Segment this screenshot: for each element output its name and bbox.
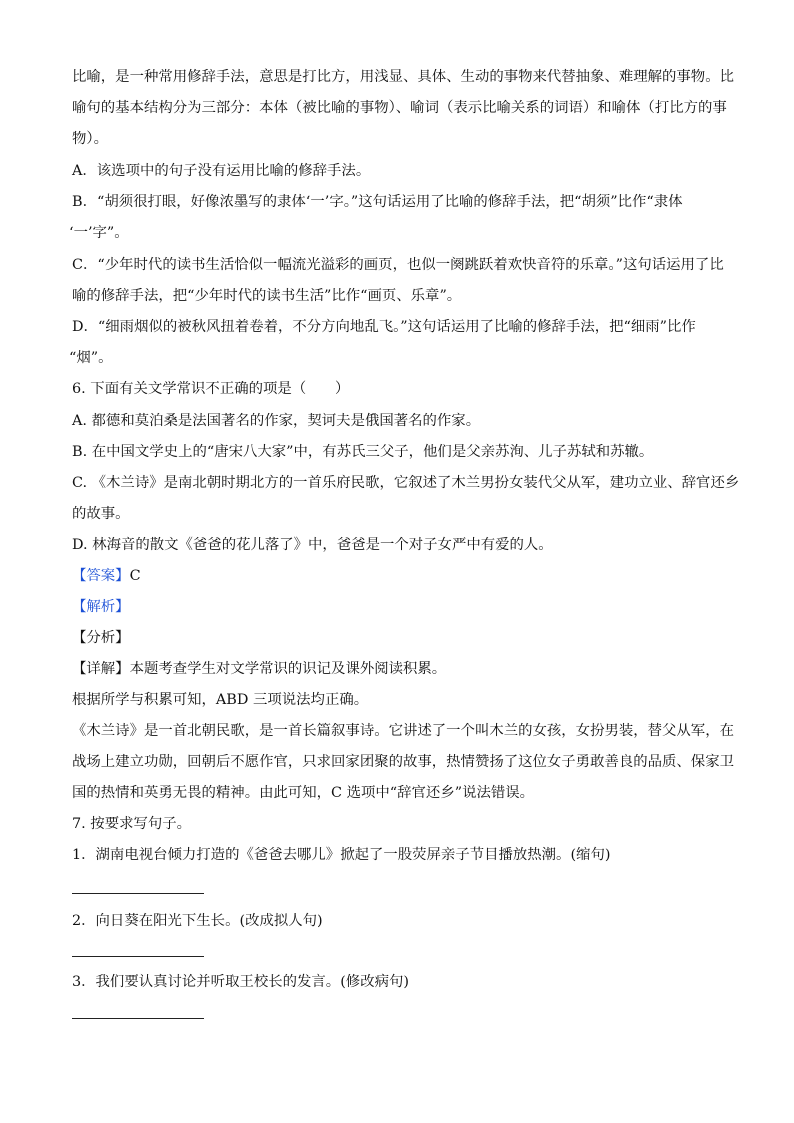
- option-d-explanation: D．“细雨烟似的被秋风扭着卷着，不分方向地乱飞。”这句话运用了比喻的修辞手法，把“细雨”比作: [72, 319, 696, 335]
- answer-blank[interactable]: [72, 893, 204, 894]
- question-7-item-2: 2．向日葵在阳光下生长。(改成拟人句): [72, 913, 323, 929]
- option-a-explanation: A．该选项中的句子没有运用比喻的修辞手法。: [72, 163, 371, 179]
- question-7-stem: 7. 按要求写句子。: [72, 816, 192, 832]
- text-line: ‘一’字”。: [69, 225, 129, 241]
- text-line: 比喻，是一种常用修辞手法，意思是打比方，用浅显、具体、生动的事物来代替抽象、难理解的事物。比: [72, 69, 734, 85]
- question-6-option-c: C. 《木兰诗》是南北朝时期北方的一首乐府民歌，它叙述了木兰男扮女装代父从军，建功立业、辞官还乡: [72, 475, 740, 491]
- text-line: 国的热情和英勇无畏的精神。由此可知，C 选项中“辞官还乡”说法错误。: [72, 785, 535, 801]
- option-b-explanation: B．“胡须很打眼，好像浓墨写的隶体‘一’字。”这句话运用了比喻的修辞手法，把“胡须”比作“隶体: [72, 194, 683, 210]
- question-6-option-d: D. 林海音的散文《爸爸的花儿落了》中，爸爸是一个对子女严中有爱的人。: [72, 537, 553, 553]
- text-line: 战场上建立功勋，回朝后不愿作官，只求回家团聚的故事，热情赞扬了这位女子勇敢善良的品质、保家卫: [72, 754, 734, 770]
- text-line: 物）。: [72, 131, 108, 147]
- answer-blank[interactable]: [72, 1018, 204, 1019]
- analysis-heading: [72, 597, 130, 617]
- question-6-option-b: B. 在中国文学史上的“唐宋八大家”中，有苏氏三父子，他们是父亲苏洵、儿子苏轼和苏辙。: [72, 444, 654, 460]
- text-line: 喻的修辞手法，把“少年时代的读书生活”比作“画页、乐章”。: [72, 288, 462, 304]
- answer-label: 【答案】: [72, 568, 130, 584]
- question-6-stem: 6. 下面有关文学常识不正确的项是（ ）: [72, 381, 350, 397]
- text-line: 喻句的基本结构分为三部分：本体（被比喻的事物）、喻词（表示比喻关系的词语）和喻体（打比方的事: [72, 100, 727, 116]
- option-c-explanation: C．“少年时代的读书生活恰似一幅流光溢彩的画页，也似一阕跳跃着欢快音符的乐章。”这句话运用了比: [72, 257, 724, 273]
- fenxi-label: 【分析】: [72, 630, 130, 646]
- answer-line: [72, 566, 141, 586]
- text-line: “烟”。: [69, 350, 113, 366]
- analysis-label: 【解析】: [72, 599, 130, 615]
- detail-label: 【详解】: [72, 661, 130, 677]
- detail-line: [72, 659, 446, 679]
- question-7-item-3: 3．我们要认真讨论并听取王校长的发言。(修改病句): [72, 974, 409, 990]
- answer-blank[interactable]: [72, 956, 204, 957]
- answer-value: C: [129, 568, 141, 584]
- text-line: 根据所学与积累可知，ABD 三项说法均正确。: [72, 692, 369, 708]
- text-line: 《木兰诗》是一首北朝民歌，是一首长篇叙事诗。它讲述了一个叫木兰的女孩，女扮男装，替父从军，在: [72, 723, 734, 739]
- text-line: 的故事。: [72, 506, 130, 522]
- fenxi-heading: [72, 628, 130, 648]
- question-7-item-1: 1．湖南电视台倾力打造的《爸爸去哪儿》掀起了一股荧屏亲子节目播放热潮。(缩句): [72, 847, 611, 863]
- question-6-option-a: A. 都德和莫泊桑是法国著名的作家，契诃夫是俄国著名的作家。: [72, 413, 481, 429]
- detail-text: 本题考查学生对文学常识的识记及课外阅读积累。: [129, 661, 447, 677]
